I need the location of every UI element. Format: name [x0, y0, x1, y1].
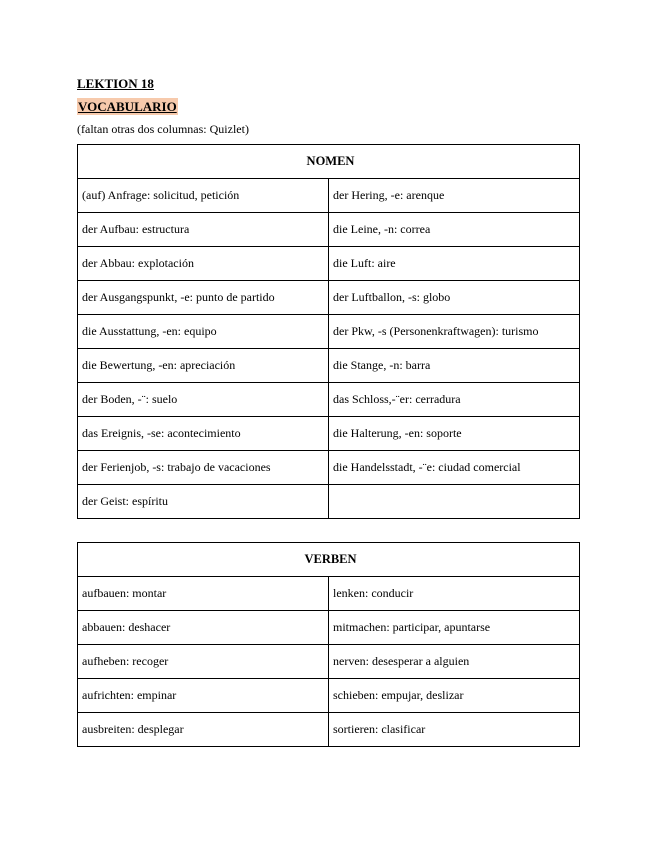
table-cell: der Aufbau: estructura [78, 213, 329, 247]
table-cell: die Stange, -n: barra [329, 349, 580, 383]
table-cell: ausbreiten: desplegar [78, 713, 329, 747]
table-row [78, 315, 580, 349]
verben-table [77, 542, 580, 747]
table-cell: der Hering, -e: arenque [329, 179, 580, 213]
table-cell: nerven: desesperar a alguien [329, 645, 580, 679]
table-cell: sortieren: clasificar [329, 713, 580, 747]
table-cell: das Schloss,-¨er: cerradura [329, 383, 580, 417]
table-cell: (auf) Anfrage: solicitud, petición [78, 179, 329, 213]
table-row [78, 349, 580, 383]
table-row [78, 485, 580, 519]
table-cell: lenken: conducir [329, 577, 580, 611]
table-cell: schieben: empujar, deslizar [329, 679, 580, 713]
table-cell: der Ausgangspunkt, -e: punto de partido [78, 281, 329, 315]
vocabulary-heading: VOCABULARIO [78, 99, 177, 114]
table-cell: aufbauen: montar [78, 577, 329, 611]
table-cell: der Abbau: explotación [78, 247, 329, 281]
table-cell: abbauen: deshacer [78, 611, 329, 645]
verben-table-title: VERBEN [78, 543, 580, 577]
table-cell: die Handelsstadt, -¨e: ciudad comercial [329, 451, 580, 485]
table-cell [329, 485, 580, 519]
table-row [78, 247, 580, 281]
table-row [78, 383, 580, 417]
table-cell: die Luft: aire [329, 247, 580, 281]
table-cell: der Luftballon, -s: globo [329, 281, 580, 315]
table-row [78, 679, 580, 713]
table-row [78, 281, 580, 315]
table-row [78, 179, 580, 213]
table-row [78, 577, 580, 611]
table-header-row [78, 543, 580, 577]
table-cell: das Ereignis, -se: acontecimiento [78, 417, 329, 451]
table-header-row [78, 145, 580, 179]
lesson-title: LEKTION 18 [77, 76, 154, 91]
table-row [78, 417, 580, 451]
quizlet-note: (faltan otras dos columnas: Quizlet) [77, 122, 249, 136]
table-row [78, 645, 580, 679]
table-cell: die Ausstattung, -en: equipo [78, 315, 329, 349]
table-row [78, 611, 580, 645]
table-cell: der Geist: espíritu [78, 485, 329, 519]
verben-table-body [78, 577, 580, 747]
table-cell: die Bewertung, -en: apreciación [78, 349, 329, 383]
table-row [78, 451, 580, 485]
nomen-table-body [78, 179, 580, 519]
table-cell: die Leine, -n: correa [329, 213, 580, 247]
table-row [78, 713, 580, 747]
table-cell: aufrichten: empinar [78, 679, 329, 713]
nomen-table [77, 144, 580, 519]
table-cell: der Pkw, -s (Personenkraftwagen): turismo [329, 315, 580, 349]
table-cell: die Halterung, -en: soporte [329, 417, 580, 451]
table-cell: aufheben: recoger [78, 645, 329, 679]
nomen-table-title: NOMEN [78, 145, 580, 179]
table-row [78, 213, 580, 247]
table-cell: der Boden, -¨: suelo [78, 383, 329, 417]
table-cell: mitmachen: participar, apuntarse [329, 611, 580, 645]
table-cell: der Ferienjob, -s: trabajo de vacaciones [78, 451, 329, 485]
